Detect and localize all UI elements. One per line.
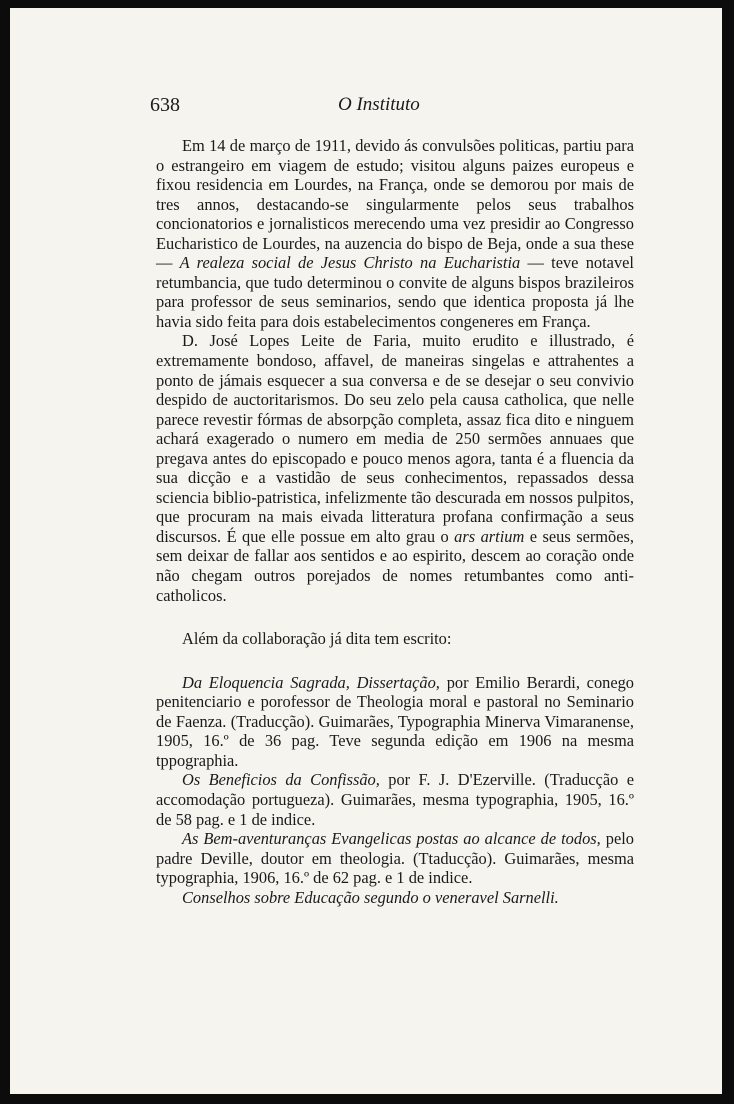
work-title: Da Eloquencia Sagrada, Dissertação, xyxy=(182,672,440,692)
work-title: As Bem-aventuranças Evangelicas postas ao alcance de todos, xyxy=(182,829,601,849)
bibliography-entry xyxy=(156,829,634,888)
paragraph-2 xyxy=(156,331,634,605)
work-details: por Emilio Berardi, conego penitenciario e porofessor de Theologia moral e pastoral no Seminario de Faenza. (Traducção). Guimarães, Typographia Minerva Vimaranense, 1905, 16.º de 36 pag. Teve segunda edição em 1906 na mesma tppographia. xyxy=(156,672,634,770)
work-details: pelo padre Deville, doutor em theologia. (Ttaducção). Guimarães, mesma typographia, 1906, 16.º de 62 pag. e 1 de indice. xyxy=(156,829,634,888)
works-intro: Além da collaboração já dita tem escrito: xyxy=(182,629,452,649)
paragraph-1-italic: A realeza social de Jesus Christo na Eucharistia xyxy=(179,253,521,273)
bibliography-entry xyxy=(156,770,634,829)
page-number: 638 xyxy=(150,94,180,116)
paragraph-2-italic: ars artium xyxy=(454,526,525,546)
bibliography-entry xyxy=(156,673,634,771)
work-details: por F. J. D'Ezerville. (Traducção e accomodação portugueza). Guimarães, mesma typographia, 1905, 16.º de 58 pag. e 1 de indice. xyxy=(156,770,634,829)
page-body xyxy=(156,136,634,907)
running-title: O Instituto xyxy=(338,94,420,115)
paragraph-1-text-b: — teve notavel retumbancia, que tudo determinou o convite de alguns bispos brazileiros para professor de seus seminarios, sendo que identica proposta já lhe havia sido feita para dois estabelecimentos congeneres em França. xyxy=(156,253,634,331)
paragraph-2-text-b: e seus sermões, sem deixar de fallar aos sentidos e ao espirito, descem ao coração onde não chegam outros porejados de nomes retumbantes como anti-catholicos. xyxy=(156,526,634,605)
spacer xyxy=(156,649,634,673)
final-work-title: Conselhos sobre Educação segundo o veneravel Sarnelli. xyxy=(182,887,559,907)
paragraph-2-text-a: D. José Lopes Leite de Faria, muito erudito e illustrado, é extremamente bondoso, affavel, de maneiras singelas e attrahentes a ponto de jámais esquecer a sua conversa e de se desejar o seu convivio despido de auctoritarismos. Do seu zelo pela causa catholica, que nelle parece revestir fórmas de absorpção completa, assaz fica dito e ninguem achará exagerado o numero em media de 250 sermões annuaes que pregava antes do episcopado e pouco menos agora, tanta é a fluencia da sua dicção e a vastidão de seus conhecimentos, repassados dessa sciencia biblio-patristica, infelizmente tão descurada em nossos pulpitos, que procuram na mais eivada litteratura profana confirmação a seus discursos. É que elle possue em alto grau o xyxy=(156,331,634,546)
page-header xyxy=(10,94,722,118)
spacer xyxy=(156,605,634,629)
paragraph-1 xyxy=(156,136,634,331)
work-title: Os Beneficios da Confissão, xyxy=(182,770,380,790)
book-page xyxy=(10,8,722,1094)
paragraph-1-text-a: Em 14 de março de 1911, devido ás convulsões politicas, partiu para o estrangeiro em viagem de estudo; visitou alguns paizes europeus e fixou residencia em Lourdes, na França, onde se demorou por mais de tres annos, destacando-se singularmente pelos seus trabalhos concionatorios e jornalisticos merecendo uma vez presidir ao Congresso Eucharistico de Lourdes, na auzencia do bispo de Beja, onde a sua these — xyxy=(156,136,634,273)
